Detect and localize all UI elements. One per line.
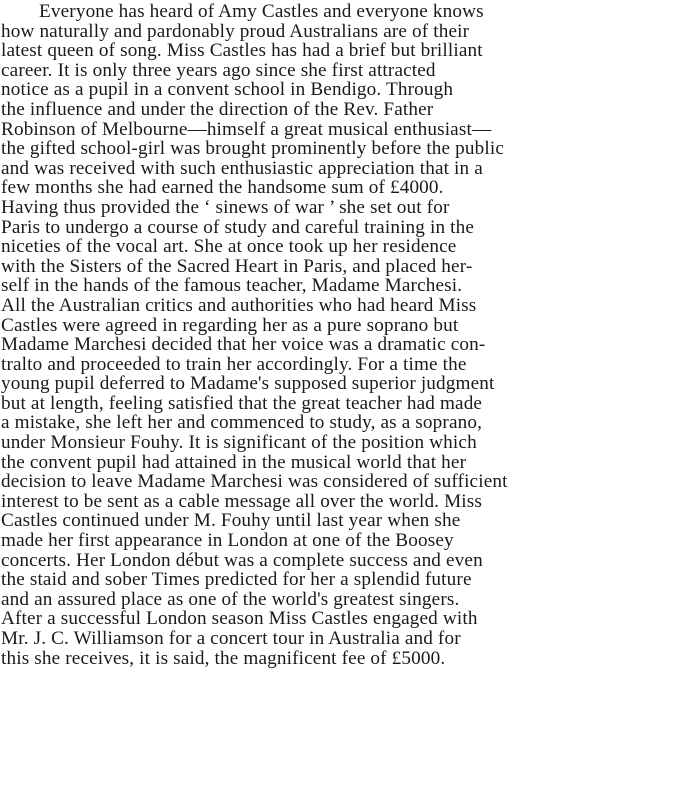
text-line: tralto and proceeded to train her accordingly. For a time the [1,353,467,375]
text-line: how naturally and pardonably proud Australians are of their [1,20,470,42]
text-line: notice as a pupil in a convent school in Bendigo. Through [1,79,454,101]
text-line: Paris to undergo a course of study and careful training in the [1,216,475,238]
text-line: Castles continued under M. Fouhy until last year when she [1,510,461,532]
text-line: the influence and under the direction of the Rev. Father [1,98,434,120]
text-line: Having thus provided the ‘ sinews of war ’ she set out for [1,196,450,218]
article-body [1,2,677,668]
text-line: Mr. J. C. Williamson for a concert tour in Australia and for [1,628,461,649]
text-line: and an assured place as one of the world's greatest singers. [1,588,460,610]
text-line: made her first appearance in London at one of the Boosey [1,530,454,552]
text-line: Castles were agreed in regarding her as a pure soprano but [1,314,459,336]
text-line: with the Sisters of the Sacred Heart in Paris, and placed her- [1,255,473,277]
text-line: Madame Marchesi decided that her voice was a dramatic con- [1,334,486,356]
text-line: latest queen of song. Miss Castles has had a brief but brilliant [1,40,483,62]
text-line: under Monsieur Fouhy. It is significant of the position which [1,432,477,454]
text-line: self in the hands of the famous teacher, Madame Marchesi. [1,275,463,297]
text-line: Robinson of Melbourne—himself a great musical enthusiast— [1,118,492,140]
text-line: a mistake, she left her and commenced to study, as a soprano, [1,412,483,434]
text-line: but at length, feeling satisfied that the great teacher had made [1,392,483,414]
text-line: Everyone has heard of Amy Castles and everyone knows [39,1,484,22]
text-line: the staid and sober Times predicted for her a splendid future [1,569,472,591]
text-line: concerts. Her London début was a complete success and even [1,549,483,571]
text-line: decision to leave Madame Marchesi was considered of sufficient [1,471,508,493]
text-line: young pupil deferred to Madame's supposed superior judgment [1,373,495,395]
text-line: After a successful London season Miss Castles engaged with [1,608,478,630]
text-line: interest to be sent as a cable message all over the world. Miss [1,490,483,512]
text-line: the convent pupil had attained in the musical world that her [1,451,467,473]
text-line: few months she had earned the handsome sum of £4000. [1,177,444,199]
text-line: and was received with such enthusiastic appreciation that in a [1,157,483,179]
text-line: the gifted school-girl was brought prominently before the public [1,138,505,160]
text-line: All the Australian critics and authorities who had heard Miss [1,294,477,316]
text-line: this she receives, it is said, the magnificent fee of £5000. [1,647,446,669]
text-line: career. It is only three years ago since she first attracted [1,59,436,81]
text-line: niceties of the vocal art. She at once took up her residence [1,236,457,258]
